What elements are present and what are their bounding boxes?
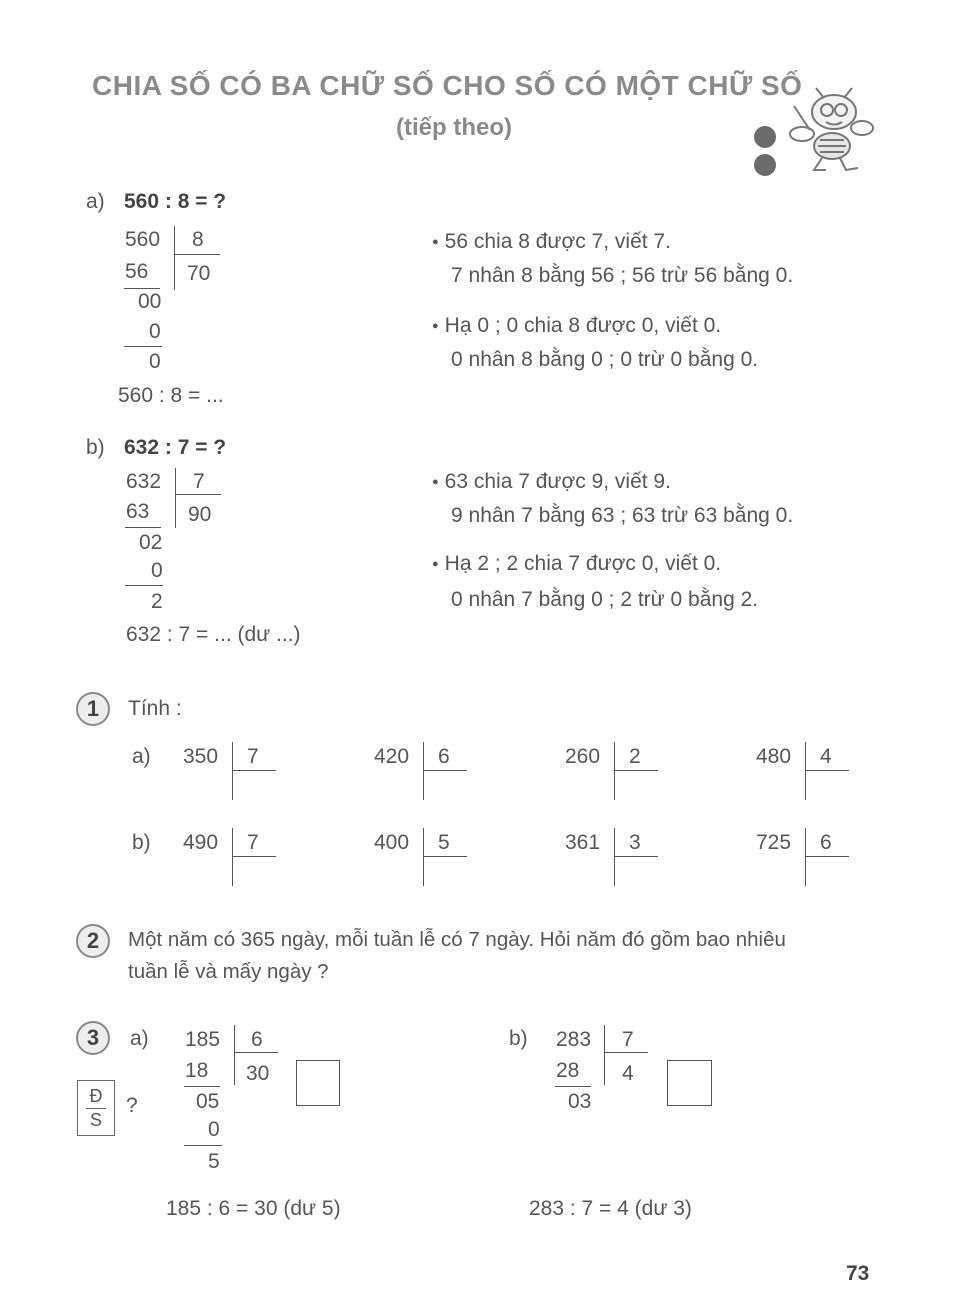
subtract-line — [125, 585, 163, 586]
division-dividend: 480 — [756, 745, 792, 768]
division-horizontal-line — [423, 856, 467, 857]
division-divisor: 7 — [247, 831, 259, 854]
exercise-number-badge: 3 — [76, 1021, 110, 1055]
exercise-number-badge: 2 — [76, 924, 110, 958]
division-horizontal-line — [423, 770, 467, 771]
explanation-line: 9 nhân 7 bằng 63 ; 63 trừ 63 bằng 0. — [451, 504, 794, 527]
quotient: 70 — [187, 262, 211, 285]
dividend: 632 — [126, 470, 162, 493]
remainder-step: 0 — [149, 350, 161, 373]
example-result: 632 : 7 = ... (dư ...) — [126, 623, 301, 646]
explanation-line: 0 nhân 7 bằng 0 ; 2 trừ 0 bằng 2. — [451, 588, 759, 611]
explanation-line: 0 nhân 8 bằng 0 ; 0 trừ 0 bằng 0. — [451, 348, 759, 371]
subtract-step: 0 — [151, 559, 163, 582]
bullet-dot-icon — [754, 154, 776, 176]
row-a-label: a) — [132, 745, 151, 768]
division-dividend: 400 — [374, 831, 410, 854]
division-horizontal-line — [805, 770, 849, 771]
division-horizontal-line — [175, 494, 221, 495]
subtract-line — [555, 1086, 591, 1087]
example-b-label: b) — [86, 436, 105, 459]
division-dividend: 420 — [374, 745, 410, 768]
exercise-2-text-line: Một năm có 365 ngày, mỗi tuần lễ có 7 ngày. Hỏi năm đó gồm bao nhiêu — [128, 928, 786, 951]
dividend: 560 — [125, 228, 161, 251]
explanation-line: ● Hạ 2 ; 2 chia 7 được 0, viết 0. — [432, 552, 721, 576]
exercise-1-instruction: Tính : — [128, 697, 182, 720]
division-horizontal-line — [614, 856, 658, 857]
division-vertical-line — [234, 1025, 235, 1085]
division-divisor: 2 — [629, 745, 641, 768]
subtract-step: 63 — [126, 500, 150, 523]
exercise-number-badge: 1 — [76, 692, 110, 726]
divisor: 7 — [193, 470, 205, 493]
division-divisor: 5 — [438, 831, 450, 854]
division-dividend: 350 — [183, 745, 219, 768]
division-vertical-line — [614, 828, 615, 886]
bee-mascot-icon — [786, 86, 876, 178]
exercise-result: 283 : 7 = 4 (dư 3) — [529, 1197, 692, 1220]
example-a-label: a) — [86, 190, 105, 213]
division-dividend: 260 — [565, 745, 601, 768]
division-divisor: 6 — [438, 745, 450, 768]
page-subtitle: (tiếp theo) — [396, 114, 512, 141]
true-tag-letter: Đ — [89, 1086, 103, 1106]
subtract-step: 28 — [556, 1059, 580, 1082]
division-vertical-line — [423, 742, 424, 800]
remainder-step: 5 — [208, 1150, 220, 1173]
page-number: 73 — [846, 1262, 870, 1285]
subtract-line — [124, 346, 162, 347]
division-vertical-line — [805, 742, 806, 800]
division-vertical-line — [423, 828, 424, 886]
row-b-label: b) — [132, 831, 151, 854]
quotient: 4 — [622, 1062, 634, 1085]
explanation-line: 7 nhân 8 bằng 56 ; 56 trừ 56 bằng 0. — [451, 264, 794, 287]
division-vertical-line — [614, 742, 615, 800]
example-b-problem: 632 : 7 = ? — [124, 436, 227, 459]
division-vertical-line — [805, 828, 806, 886]
false-tag-letter: S — [89, 1110, 102, 1130]
true-false-tag — [77, 1080, 115, 1136]
division-dividend: 490 — [183, 831, 219, 854]
subtract-line — [184, 1145, 222, 1146]
division-vertical-line — [174, 226, 175, 290]
subtract-step: 0 — [208, 1118, 220, 1141]
division-vertical-line — [232, 828, 233, 886]
division-divisor: 4 — [820, 745, 832, 768]
division-dividend: 725 — [756, 831, 792, 854]
exercise-3b-label: b) — [509, 1027, 528, 1050]
division-vertical-line — [175, 468, 176, 528]
dividend: 283 — [556, 1028, 592, 1051]
division-horizontal-line — [614, 770, 658, 771]
subtract-step: 18 — [185, 1059, 209, 1082]
remainder-step: 2 — [151, 590, 163, 613]
divisor: 7 — [622, 1028, 634, 1051]
remainder-step: 05 — [196, 1090, 220, 1113]
subtract-line — [184, 1086, 220, 1087]
remainder-step: 03 — [568, 1090, 592, 1113]
example-result: 560 : 8 = ... — [118, 384, 224, 407]
division-vertical-line — [232, 742, 233, 800]
division-divisor: 7 — [247, 745, 259, 768]
division-horizontal-line — [174, 254, 220, 255]
subtract-line — [125, 527, 161, 528]
bullet-dot-icon — [754, 126, 776, 148]
explanation-line: ● 56 chia 8 được 7, viết 7. — [432, 230, 671, 254]
explanation-line: ● Hạ 0 ; 0 chia 8 được 0, viết 0. — [432, 314, 721, 338]
divisor: 6 — [251, 1028, 263, 1051]
quotient: 30 — [246, 1062, 270, 1085]
answer-box[interactable] — [296, 1060, 340, 1106]
page-title: CHIA SỐ CÓ BA CHỮ SỐ CHO SỐ CÓ MỘT CHỮ SỐ — [92, 70, 803, 101]
division-horizontal-line — [232, 856, 276, 857]
quotient: 90 — [188, 503, 212, 526]
division-divisor: 3 — [629, 831, 641, 854]
division-horizontal-line — [234, 1052, 278, 1053]
division-vertical-line — [604, 1025, 605, 1085]
division-horizontal-line — [805, 856, 849, 857]
divisor: 8 — [192, 228, 204, 251]
division-horizontal-line — [604, 1052, 648, 1053]
division-divisor: 6 — [820, 831, 832, 854]
answer-box[interactable] — [667, 1060, 712, 1106]
division-horizontal-line — [232, 770, 276, 771]
explanation-line: ● 63 chia 7 được 9, viết 9. — [432, 470, 671, 494]
example-a-problem: 560 : 8 = ? — [124, 190, 227, 213]
exercise-2-text-line: tuần lễ và mấy ngày ? — [128, 960, 329, 983]
question-mark: ? — [126, 1094, 138, 1117]
remainder-step: 00 — [138, 290, 162, 313]
division-dividend: 361 — [565, 831, 601, 854]
exercise-3a-label: a) — [130, 1027, 149, 1050]
exercise-result: 185 : 6 = 30 (dư 5) — [166, 1197, 341, 1220]
subtract-step: 0 — [149, 320, 161, 343]
subtract-step: 56 — [125, 260, 149, 283]
remainder-step: 02 — [139, 531, 163, 554]
subtract-line — [124, 288, 160, 289]
dividend: 185 — [185, 1028, 221, 1051]
